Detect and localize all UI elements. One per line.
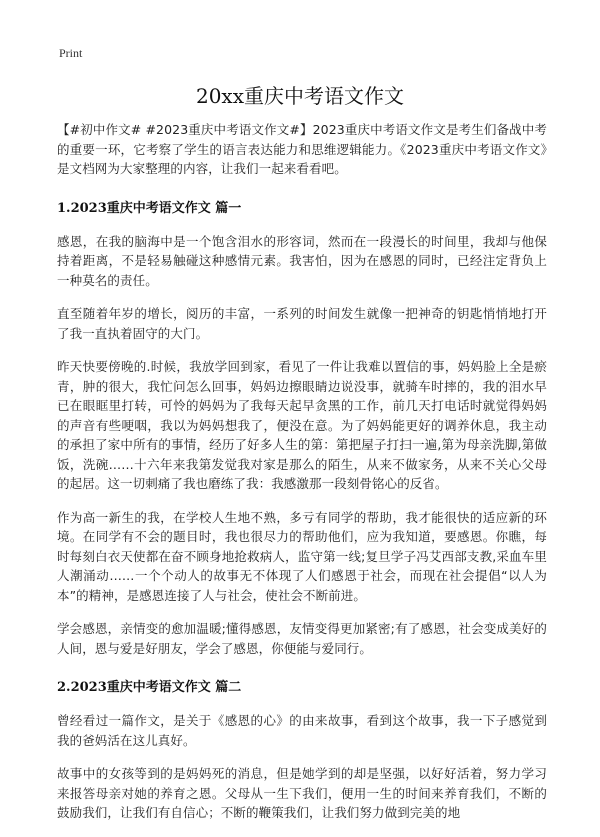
paragraph: 作为高一新生的我，在学校人生地不熟，多亏有同学的帮助，我才能很快的适应新的环境。在同学有不会的题目时，我也很尽力的帮助他们，应为我知道，要感恩。你瞧，每时每刻白衣天使都在奋不顾身地抢救病人，监守第一线;复旦学子冯艾西部支教,采血车里人潮涌动……一个个动人的故事无不体现了人们感恩于社会，而现在社会提倡“以人为本”的精神，是感恩连接了人与社会，使社会不断前进。 bbox=[57, 509, 547, 603]
section-heading-1: 1.2023重庆中考语文作文 篇一 bbox=[57, 200, 242, 216]
paragraph: 昨天快要傍晚的.时候，我放学回到家，看见了一件让我难以置信的事，妈妈脸上全是瘀青，肿的很大，我忙问怎么回事，妈妈边擦眼睛边说没事，就骑车时摔的，我的泪水早已在眼眶里打转，可怜的妈妈为了我每天起早贪黑的工作，前几天打电话时就觉得妈妈的声音有些哽咽，我以为妈妈想我了，便没在意。为了妈妈能更好的调养休息，我主动的承担了家中所有的事情，经历了好多人生的第：第把屋子打扫一遍,第为母亲洗脚,第做饭，洗碗……十六年来我第发觉我对家是那么的陌生，从来不做家务，从来不关心父母的起居。这一切刺痛了我也磨练了我：我感激那一段刻骨铭心的反省。 bbox=[57, 359, 547, 491]
intro-paragraph: 【#初中作文# #2023重庆中考语文作文#】2023重庆中考语文作文是考生们备战中考的重要一环，它考察了学生的语言表达能力和思维逻辑能力。《2023重庆中考语文作文》是文档网为大家整理的内容，让我们一起来看看吧。 bbox=[57, 122, 547, 176]
paragraph: 曾经看过一篇作文，是关于《感恩的心》的由来故事，看到这个故事，我一下子感觉到我的爸妈活在这儿真好。 bbox=[57, 713, 547, 748]
article-body bbox=[57, 120, 547, 837]
paragraph: 直至随着年岁的增长，阅历的丰富，一系列的时间发生就像一把神奇的钥匙悄悄地打开了我一直执着固守的大门。 bbox=[57, 306, 547, 341]
print-link[interactable]: Print bbox=[59, 46, 83, 60]
section-heading-2: 2.2023重庆中考语文作文 篇二 bbox=[57, 680, 242, 695]
paragraph: 故事中的女孩等到的是妈妈死的消息，但是她学到的却是坚强，以好好活着，努力学习来报答母亲对她的养育之恩。父母从一生下我们，便用一生的时间来养育我们，不断的鼓励我们，让我们有自信心；不断的鞭策我们，让我们努力做到完美的地 bbox=[57, 766, 547, 820]
paragraph: 感恩，在我的脑海中是一个饱含泪水的形容词，然而在一段漫长的时间里，我却与他保持着距离，不是轻易触碰这种感情元素。我害怕，因为在感恩的同时，已经注定背负上一种莫名的责任。 bbox=[57, 233, 547, 288]
paragraph: 学会感恩，亲情变的愈加温暖;懂得感恩，友情变得更加紧密;有了感恩，社会变成美好的人间，恩与爱是好朋友，学会了感恩，你便能与爱同行。 bbox=[57, 621, 547, 656]
page-title: 20xx重庆中考语文作文 bbox=[195, 84, 404, 108]
